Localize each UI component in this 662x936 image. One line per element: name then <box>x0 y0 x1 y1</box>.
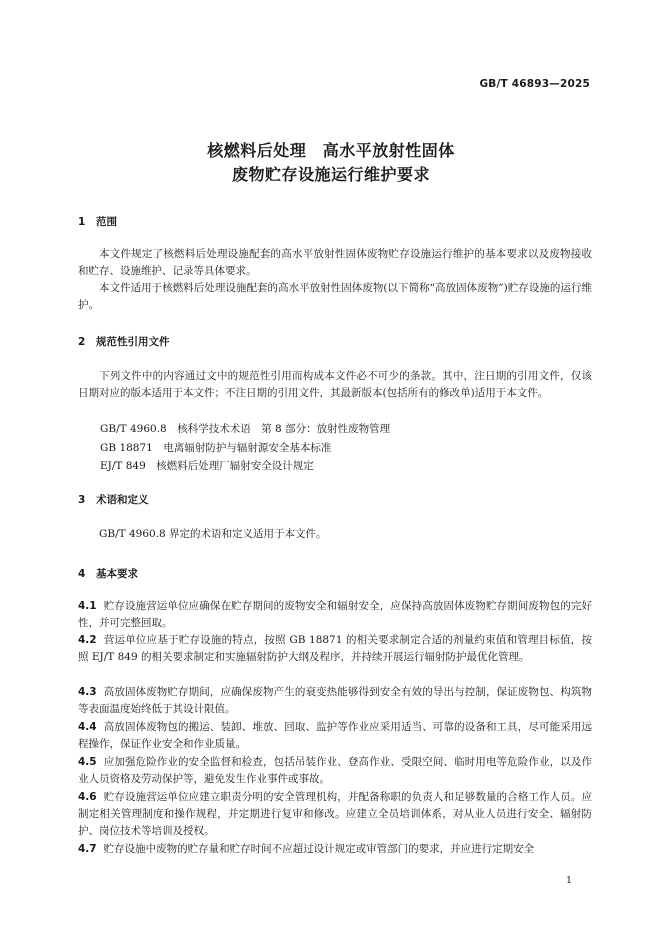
clause-number: 4.1 <box>78 600 97 612</box>
clause-number: 4.2 <box>78 634 97 646</box>
clause-text: 贮存设施营运单位应确保在贮存期间的废物安全和辐射安全，应保持高放固体废物贮存期间废物包的完好性，并可完整回取。 <box>78 600 592 629</box>
section-title: 范围 <box>96 216 117 228</box>
clause-number: 4.5 <box>78 756 97 768</box>
clause-4-1 <box>78 598 592 632</box>
clause-number: 4.4 <box>78 721 97 733</box>
clause-4-6 <box>78 789 592 840</box>
clause-text: 贮存设施营运单位应建立职责分明的安全管理机构，并配备称职的负责人和足够数量的合格工作人员。应制定相关管理制度和操作规程，并定期进行复审和修改。应建立全员培训体系，对从业人员进行安全、辐射防护、岗位技术等培训及授权。 <box>78 791 592 837</box>
reference-item: GB/T 4960.8 核科学技术术语 第 8 部分：放射性废物管理 <box>100 423 391 435</box>
paragraph: 下列文件中的内容通过文中的规范性引用而构成本文件必不可少的条款。其中，注日期的引用文件，仅该日期对应的版本适用于本文件；不注日期的引用文件，其最新版本(包括所有的修改单)适用于本文件。 <box>78 370 592 399</box>
clause-number: 4.7 <box>78 843 97 855</box>
section-number: 4 <box>78 568 86 580</box>
clause-text: 高放固体废物包的搬运、装卸、堆放、回取、监护等作业应采用适当、可靠的设备和工具，尽可能采用远程操作，保证作业安全和作业质量。 <box>78 721 592 750</box>
section-number: 3 <box>78 494 86 506</box>
clause-text: 营运单位应基于贮存设施的特点，按照 GB 18871 的相关要求制定合适的剂量约束值和管理目标值，按照 EJ/T 849 的相关要求制定和实施辐射防护大纲及程序，并持续开展运行辐射防护最优化管理。 <box>78 634 592 663</box>
paragraph: 本文件规定了核燃料后处理设施配套的高水平放射性固体废物贮存设施运行维护的基本要求以及废物接收和贮存、设施维护、记录等具体要求。 <box>78 248 592 277</box>
reference-item: GB 18871 电离辐射防护与辐射源安全基本标准 <box>100 442 332 454</box>
section-heading-basic <box>78 566 138 581</box>
clause-number: 4.3 <box>78 686 97 698</box>
section-heading-terms <box>78 492 149 507</box>
clause-number: 4.6 <box>78 791 97 803</box>
paragraph: GB/T 4960.8 界定的术语和定义适用于本文件。 <box>99 528 327 540</box>
paragraph: 本文件适用于核燃料后处理设施配套的高水平放射性固体废物(以下简称“高放固体废物”)贮存设施的运行维护。 <box>78 282 592 311</box>
reference-item: EJ/T 849 核燃料后处理厂辐射安全设计规定 <box>100 460 314 472</box>
section-title: 基本要求 <box>96 568 138 580</box>
clause-4-3 <box>78 684 592 718</box>
section-number: 2 <box>78 336 86 348</box>
document-title-line2: 废物贮存设施运行维护要求 <box>231 165 430 184</box>
section-heading-normative <box>78 334 170 349</box>
section-heading-scope <box>78 214 117 229</box>
clause-4-2 <box>78 632 592 666</box>
section-number: 1 <box>78 216 86 228</box>
standard-number: GB/T 46893—2025 <box>479 78 590 90</box>
document-title-line1: 核燃料后处理 高水平放射性固体 <box>207 141 455 160</box>
clause-text: 应加强危险作业的安全监督和检查，包括吊装作业、登高作业、受限空间、临时用电等危险作业，以及作业人员资格及劳动保护等，避免发生作业事件或事故。 <box>78 756 592 785</box>
clause-4-5 <box>78 754 592 788</box>
page-number: 1 <box>565 875 572 886</box>
clause-4-4 <box>78 719 592 753</box>
section-title: 规范性引用文件 <box>96 336 170 348</box>
clause-text: 高放固体废物贮存期间，应确保废物产生的衰变热能够得到安全有效的导出与控制，保证废物包、构筑物等表面温度始终低于其设计限值。 <box>78 686 592 715</box>
section-title: 术语和定义 <box>96 494 149 506</box>
clause-4-7 <box>78 841 592 858</box>
clause-text: 贮存设施中废物的贮存量和贮存时间不应超过设计规定或审管部门的要求，并应进行定期安全 <box>103 843 535 855</box>
